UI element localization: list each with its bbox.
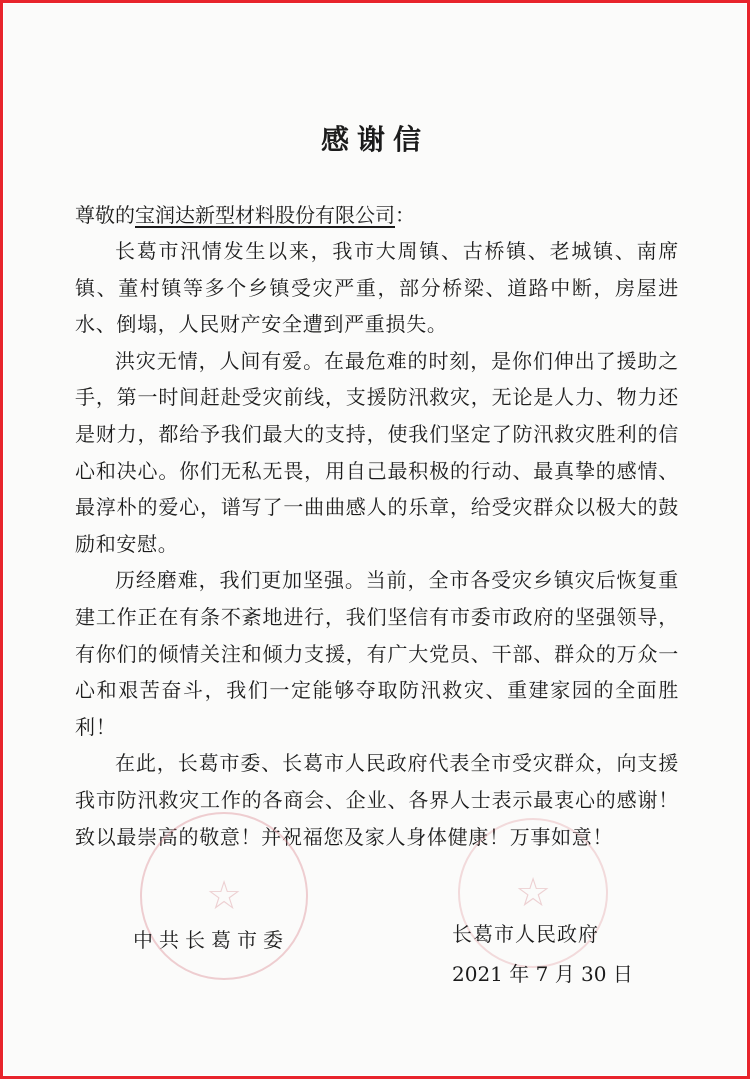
letter-date: 2021 年 7 月 30 日 xyxy=(452,962,633,986)
body-paragraph-1: 长葛市汛情发生以来，我市大周镇、古桥镇、老城镇、南席镇、董村镇等多个乡镇受灾严重，部分桥梁、道路中断，房屋进水、倒塌，人民财产安全遭到严重损失。 xyxy=(75,239,679,337)
salutation xyxy=(75,197,415,233)
letter-body xyxy=(75,233,679,855)
body-paragraph-3: 历经磨难，我们更加坚强。当前，全市各受灾乡镇灾后恢复重建工作正在有条不紊地进行，我们坚信有市委市政府的坚强领导，有你们的倾情关注和倾力支援，有广大党员、干部、群众的万众一心和艰苦奋斗，我们一定能够夺取防汛救灾、重建家园的全面胜利！ xyxy=(75,568,679,739)
letter-title: 感谢信 xyxy=(320,123,429,156)
recipient-name: 宝润达新型材料股份有限公司 xyxy=(135,203,395,227)
body-paragraph-4: 在此，长葛市委、长葛市人民政府代表全市受灾群众，向支援我市防汛救灾工作的各商会、企业、各界人士表示最衷心的感谢！致以最崇高的敬意！并祝福您及家人身体健康！万事如意！ xyxy=(75,751,679,849)
salutation-suffix: ： xyxy=(395,203,415,227)
salutation-prefix: 尊敬的 xyxy=(75,203,135,227)
seal-emblem-icon: ☆ xyxy=(206,873,242,919)
seal-star-icon: ☆ xyxy=(515,870,551,916)
body-paragraph-2: 洪灾无情，人间有爱。在最危难的时刻，是你们伸出了援助之手，第一时间赶赴受灾前线，支援防汛救灾，无论是人力、物力还是财力，都给予我们最大的支持，使我们坚定了防汛救灾胜利的信心和决心。你们无私无畏，用自己最积极的行动、最真挚的感情、最淳朴的爱心，谱写了一曲曲感人的乐章，给受灾群众以极大的鼓励和安慰。 xyxy=(75,348,679,556)
left-seal-stamp xyxy=(140,812,308,980)
signer-party-committee: 中共长葛市委 xyxy=(133,928,289,952)
signer-government: 长葛市人民政府 xyxy=(452,922,599,946)
